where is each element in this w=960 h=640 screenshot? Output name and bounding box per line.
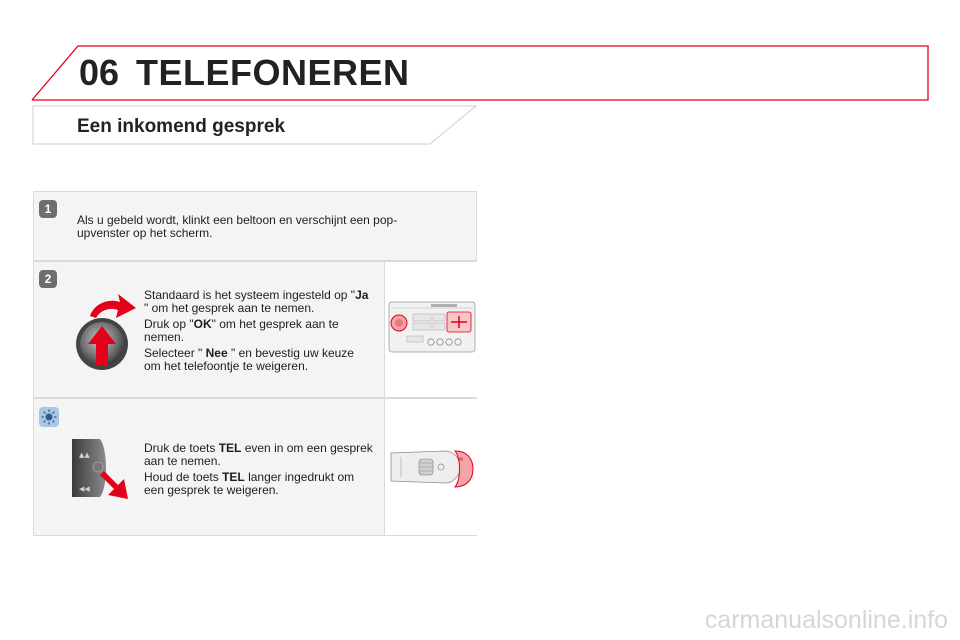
step-2-text (144, 289, 372, 376)
rotary-knob-icon (70, 292, 142, 376)
svg-text:◀◀: ◀◀ (79, 485, 90, 493)
chapter-number: 06 (79, 52, 120, 93)
radio-panel-illustration (384, 262, 477, 397)
steering-control-icon (70, 435, 132, 501)
steering-stalk-illustration (384, 399, 477, 535)
step-tip-paragraph-2: Houd de toets TEL langer ingedrukt om een gesprek te weigeren. (144, 470, 355, 497)
step-2-panel (33, 261, 477, 398)
step-1-text: Als u gebeld wordt, klinkt een beltoon en verschijnt een pop-upvenster op het scherm. (77, 213, 398, 240)
step-2-badge: 2 (39, 270, 57, 288)
chapter-title: TELEFONEREN (136, 52, 410, 93)
step-tip-paragraph-1: Druk de toets TEL even in om een gesprek aan te nemen. (144, 441, 373, 468)
step-2-paragraph-3: Selecteer " Nee " en bevestig uw keuze om het telefoontje te weigeren. (144, 346, 354, 373)
step-2-paragraph-2: Druk op "OK" om het gesprek aan te nemen. (144, 317, 339, 344)
tip-lightbulb-icon (39, 407, 59, 427)
svg-text:✉: ✉ (459, 457, 464, 463)
step-tip-text (144, 442, 376, 500)
stalk-detail-icon (389, 439, 475, 495)
step-1-panel (33, 191, 477, 261)
radio-unit-icon (387, 296, 477, 356)
step-2-paragraph-1: Standaard is het systeem ingesteld op "Ja " om het gesprek aan te nemen. (144, 288, 369, 315)
step-tip-panel (33, 398, 477, 536)
step-1-badge: 1 (39, 200, 57, 218)
watermark: carmanualsonline.info (704, 606, 948, 634)
svg-text:▲▲: ▲▲ (79, 451, 90, 459)
section-title: Een inkomend gesprek (77, 116, 286, 137)
